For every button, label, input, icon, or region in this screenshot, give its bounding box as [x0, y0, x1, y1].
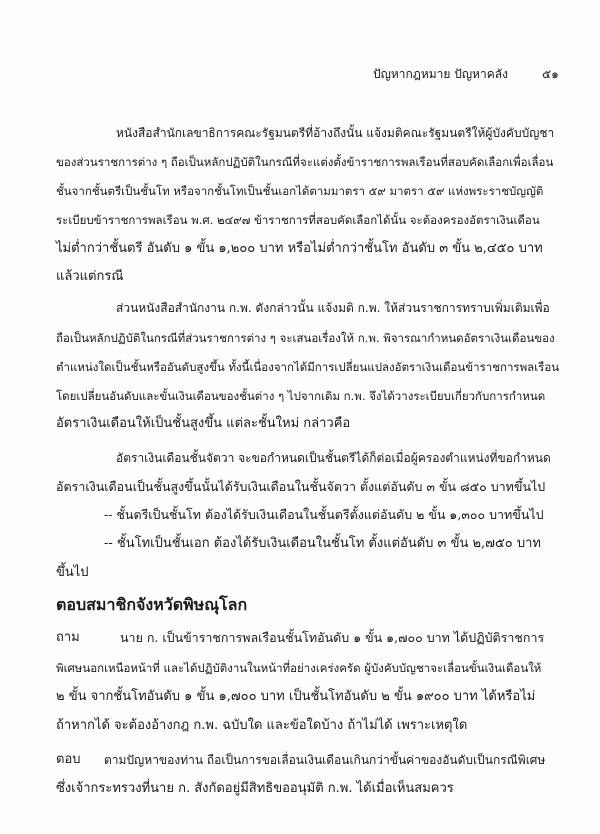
paragraph-1-line: ชั้นจากชั้นตรีเป็นชั้นโท หรือจากชั้นโทเป็นชั้นเอกได้ตามมาตรา ๕๙ มาตรา ๕๙ แห่งพระราชบัญญัติ — [56, 184, 544, 198]
question-line: พิเศษนอกเหนือหน้าที่ และได้ปฏิบัติงานในหน้าที่อย่างเคร่งครัด ผู้บังคับบัญชาจะเลื่อนขั้นเงินเดือนให้ — [56, 661, 542, 675]
paragraph-2-line: ส่วนหนังสือสำนักงาน ก.พ. ดังกล่าวนั้น แจ้งมติ ก.พ. ให้ส่วนราชการทราบเพิ่มเติมเพื่อ — [116, 301, 550, 315]
paragraph-1-line: ไม่ต่ำกว่าชั้นตรี อันดับ ๑ ขั้น ๑,๒๐๐ บาท หรือไม่ต่ำกว่าชั้นโท อันดับ ๓ ขั้น ๒,๔๕๐ บาท — [56, 241, 543, 256]
answer-line: ตามปัญหาของท่าน ถือเป็นการขอเลื่อนเงินเดือนเกินกว่าขั้นค่าของอันดับเป็นกรณีพิเศษ — [104, 753, 546, 767]
paragraph-3-line: อัตราเงินเดือนเป็นชั้นสูงขึ้นนั้นได้รับเงินเดือนในชั้นจัตวา ตั้งแต่อันดับ ๓ ขั้น ๘๕๐ บาทขึ้นไป — [56, 479, 546, 494]
page-number: ๕๑ — [542, 67, 559, 81]
answer-label: ตอบ — [56, 752, 81, 767]
section-heading: ตอบสมาชิกจังหวัดพิษณุโลก — [56, 595, 248, 614]
answer-line: ซึ่งเจ้ากระทรวงที่นาย ก. สังกัดอยู่มีสิทธิขออนุมัติ ก.พ. ได้เมื่อเห็นสมควร — [56, 781, 454, 796]
paragraph-1-line: แล้วแต่กรณี — [56, 269, 124, 284]
paragraph-2-line: ตำแหน่งใดเป็นชั้นหรืออันดับสูงขึ้น ทั้งนี้เนื่องจากได้มีการเปลี่ยนแปลงอัตราเงินเดือนข้าราชการพลเรือน — [56, 360, 560, 374]
paragraph-1-line: หนังสือสำนักเลขาธิการคณะรัฐมนตรีที่อ้างถึงนั้น แจ้งมติคณะรัฐมนตรีให้ผู้บังคับบัญชา — [116, 126, 555, 140]
paragraph-3-bullet: -- ชั้นโทเป็นชั้นเอก ต้องได้รับเงินเดือนในชั้นโท ตั้งแต่อันดับ ๓ ขั้น ๒,๗๕๐ บาท — [104, 536, 541, 551]
paragraph-2-line: ถือเป็นหลักปฏิบัติในกรณีที่ส่วนราชการต่าง ๆ จะเสนอเรื่องให้ ก.พ. พิจารณากำหนดอัตราเงินเดือนของ — [56, 331, 555, 345]
question-label: ถาม — [56, 630, 80, 645]
paragraph-1-line: ระเบียบข้าราชการพลเรือน พ.ศ. ๒๔๙๗ ข้าราชการที่สอบคัดเลือกได้นั้น จะต้องครองอัตราเงินเดือน — [56, 213, 540, 227]
question-line: ถ้าหากได้ จะต้องอ้างกฎ ก.พ. ฉบับใด และข้อใดบ้าง ถ้าไม่ได้ เพราะเหตุใด — [56, 718, 468, 733]
paragraph-2-line: อัตราเงินเดือนให้เป็นชั้นสูงขึ้น แต่ละชั้นใหม่ กล่าวคือ — [56, 416, 351, 431]
paragraph-3-line: อัตราเงินเดือนชั้นจัตวา จะขอกำหนดเป็นชั้นตรีได้ก็ต่อเมื่อผู้ครองตำแหน่งที่ขอกำหนด — [116, 451, 551, 465]
running-title: ปัญหากฎหมาย ปัญหาคลัง — [373, 67, 508, 81]
paragraph-3-bullet: -- ชั้นตรีเป็นชั้นโท ต้องได้รับเงินเดือนในชั้นตรีตั้งแต่อันดับ ๒ ขั้น ๑,๓๐๐ บาทขึ้นไป — [104, 507, 544, 522]
paragraph-1-line: ของส่วนราชการต่าง ๆ ถือเป็นหลักปฏิบัติในกรณีที่จะแต่งตั้งข้าราชการพลเรือนที่สอบคัดเลือกเพื่อเลื่อน — [56, 155, 554, 169]
question-line: นาย ก. เป็นข้าราชการพลเรือนชั้นโทอันดับ ๑ ขั้น ๑,๗๐๐ บาท ได้ปฏิบัติราชการ — [120, 630, 545, 645]
paragraph-3-line: ขึ้นไป — [56, 565, 89, 580]
paragraph-2-line: โดยเปลี่ยนอันดับและขั้นเงินเดือนของชั้นต่าง ๆ ไปจากเดิม ก.พ. จึงได้วางระเบียบเกี่ยวกับการกำหนด — [56, 389, 546, 403]
question-line: ๒ ขั้น จากชั้นโทอันดับ ๑ ขั้น ๑,๗๐๐ บาท เป็นชั้นโทอันดับ ๒ ขั้น ๑๙๐๐ บาท ได้หรือไม่ — [56, 689, 536, 704]
